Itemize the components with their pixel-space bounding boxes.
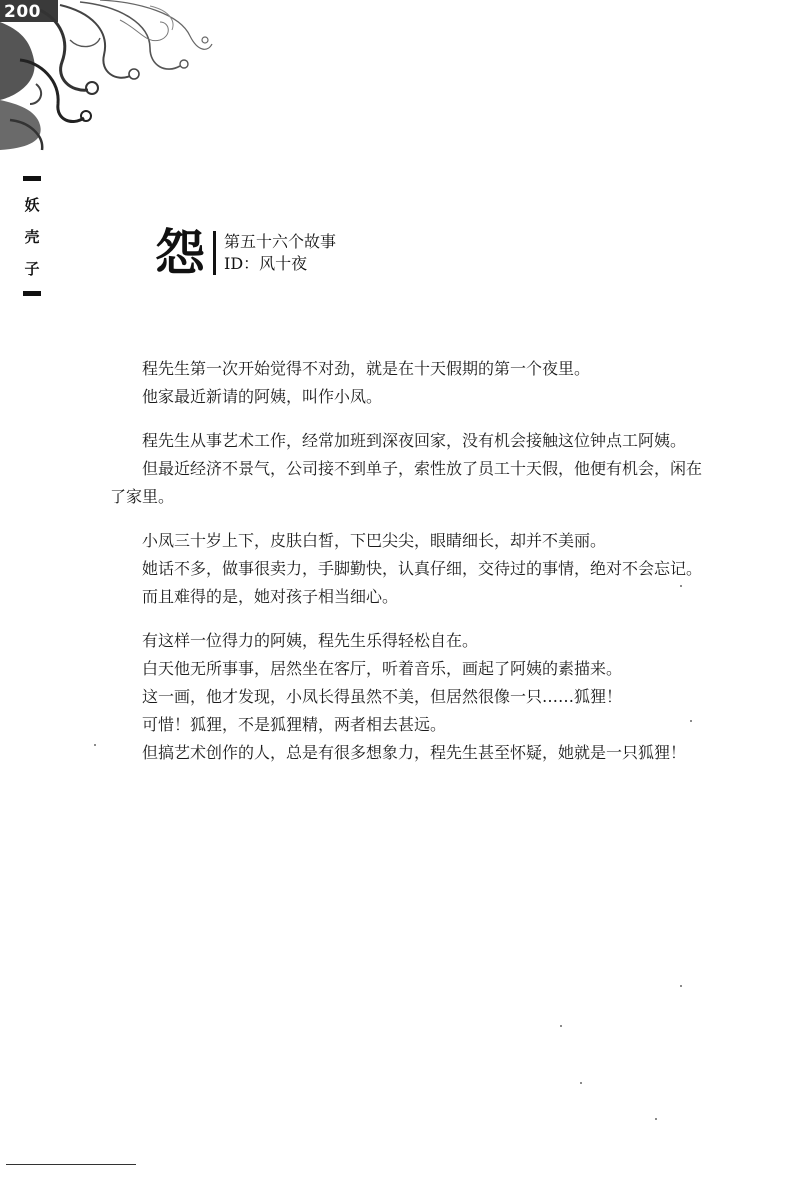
story-paragraph: 但搞艺术创作的人，总是有很多想象力，程先生甚至怀疑，她就是一只狐狸！	[142, 743, 687, 762]
story-paragraph: 而且难得的是，她对孩子相当细心。	[142, 587, 399, 606]
story-paragraph: 他家最近新请的阿姨，叫作小凤。	[142, 387, 383, 406]
story-paragraph: 但最近经济不景气，公司接不到单子，索性放了员工十天假，他便有机会，闲在了家里。	[110, 459, 703, 506]
scan-speck	[580, 1082, 582, 1084]
bracket-top	[23, 176, 41, 181]
page-number: 200	[4, 2, 41, 22]
header-divider	[213, 231, 216, 275]
footer-rule	[6, 1164, 136, 1165]
bracket-bottom	[23, 291, 41, 296]
scan-speck	[680, 585, 682, 587]
scan-speck	[690, 720, 692, 722]
story-paragraph: 这一画，他才发现，小凤长得虽然不美，但居然很像一只……狐狸！	[142, 687, 623, 706]
story-title-glyph: 怨	[155, 224, 205, 282]
story-body	[110, 355, 705, 767]
story-author: ID：风十夜	[224, 254, 308, 273]
story-paragraph: 白天他无所事事，居然坐在客厅，听着音乐，画起了阿姨的素描来。	[142, 659, 623, 678]
book-title-char: 妖	[24, 196, 40, 214]
story-paragraph: 可惜！狐狸，不是狐狸精，两者相去甚远。	[142, 715, 447, 734]
scan-speck	[655, 1118, 657, 1120]
scan-speck	[680, 985, 682, 987]
story-meta	[224, 231, 336, 275]
book-title-char: 壳	[24, 228, 40, 246]
book-title-char: 子	[24, 260, 40, 278]
story-paragraph: 她话不多，做事很卖力，手脚勤快，认真仔细，交待过的事情，绝对不会忘记。	[142, 559, 703, 578]
book-title-vertical	[20, 176, 44, 296]
scan-speck	[560, 1025, 562, 1027]
story-paragraph: 程先生第一次开始觉得不对劲，就是在十天假期的第一个夜里。	[142, 359, 591, 378]
story-paragraph: 程先生从事艺术工作，经常加班到深夜回家，没有机会接触这位钟点工阿姨。	[142, 431, 687, 450]
story-subtitle: 第五十六个故事	[224, 232, 337, 251]
scan-speck	[94, 744, 96, 746]
corner-ornament-decoration	[0, 0, 215, 160]
story-paragraph: 小凤三十岁上下，皮肤白皙，下巴尖尖，眼睛细长，却并不美丽。	[142, 531, 607, 550]
story-paragraph: 有这样一位得力的阿姨，程先生乐得轻松自在。	[142, 631, 479, 650]
story-header	[155, 226, 336, 280]
